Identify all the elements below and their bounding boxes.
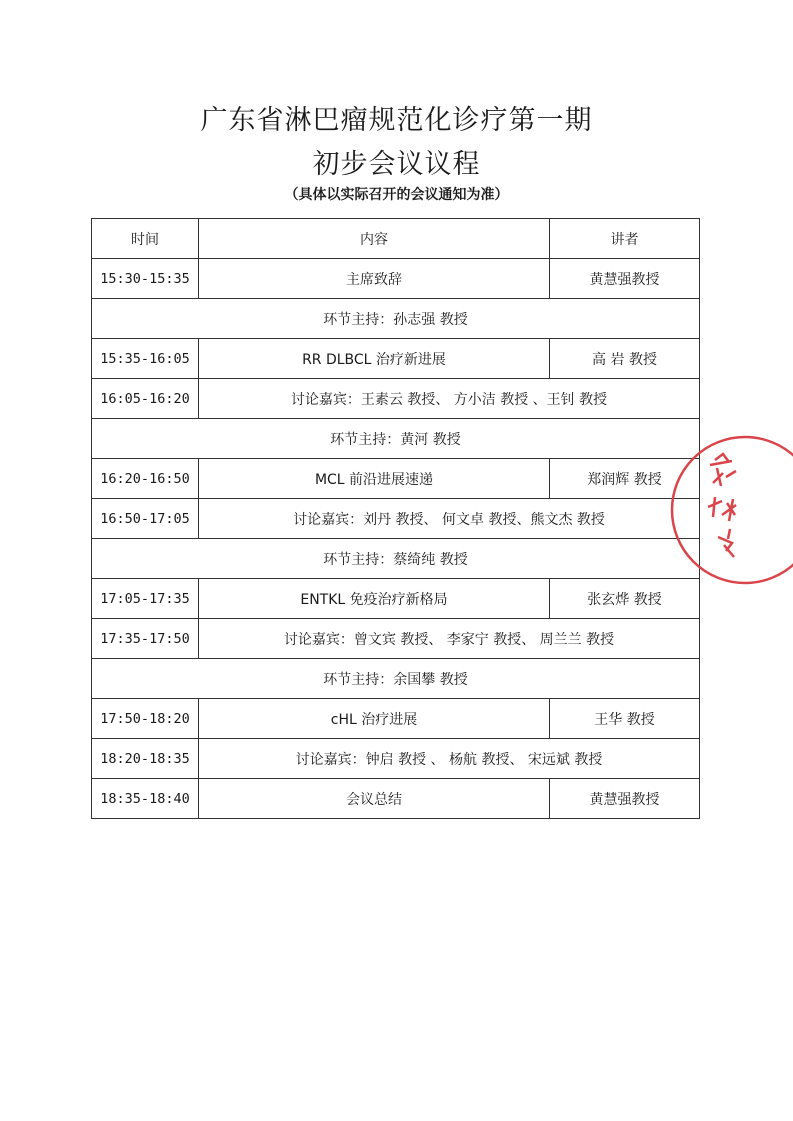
time-cell: 18:20-18:35 xyxy=(92,739,199,779)
speaker-cell: 王华 教授 xyxy=(550,699,700,739)
host-text: 环节主持：蔡绮纯 教授 xyxy=(92,539,700,579)
document-title-line1: 广东省淋巴瘤规范化诊疗第一期 xyxy=(200,105,593,136)
content-cell: cHL 治疗进展 xyxy=(199,699,550,739)
content-cell: 讨论嘉宾：王素云 教授、 方小洁 教授 、王钊 教授 xyxy=(199,379,700,419)
content-cell: 主席致辞 xyxy=(199,259,550,299)
speaker-cell: 黄慧强教授 xyxy=(550,779,700,819)
agenda-header-row xyxy=(92,219,700,259)
time-cell: 17:35-17:50 xyxy=(92,619,199,659)
host-row xyxy=(92,659,700,699)
speaker-cell: 黄慧强教授 xyxy=(550,259,700,299)
header-time: 时间 xyxy=(92,219,199,259)
talk-row xyxy=(92,459,700,499)
content-cell: RR DLBCL 治疗新进展 xyxy=(199,339,550,379)
host-text: 环节主持：余国攀 教授 xyxy=(92,659,700,699)
talk-row xyxy=(92,699,700,739)
header-speaker: 讲者 xyxy=(550,219,700,259)
content-cell: 讨论嘉宾：刘丹 教授、 何文卓 教授、熊文杰 教授 xyxy=(199,499,700,539)
header-content: 内容 xyxy=(199,219,550,259)
speaker-cell: 高 岩 教授 xyxy=(550,339,700,379)
agenda-table xyxy=(91,218,700,819)
host-row xyxy=(92,299,700,339)
time-cell: 18:35-18:40 xyxy=(92,779,199,819)
talk-row xyxy=(92,779,700,819)
talk-row xyxy=(92,339,700,379)
agenda-body xyxy=(92,259,700,819)
speaker-cell: 张玄烨 教授 xyxy=(550,579,700,619)
time-cell: 17:50-18:20 xyxy=(92,699,199,739)
content-cell: MCL 前沿进展速递 xyxy=(199,459,550,499)
time-cell: 17:05-17:35 xyxy=(92,579,199,619)
talk-row xyxy=(92,579,700,619)
content-cell: 讨论嘉宾：钟启 教授 、 杨航 教授、 宋远斌 教授 xyxy=(199,739,700,779)
time-cell: 16:05-16:20 xyxy=(92,379,199,419)
time-cell: 15:30-15:35 xyxy=(92,259,199,299)
talk-row xyxy=(92,259,700,299)
content-cell: ENTKL 免疫治疗新格局 xyxy=(199,579,550,619)
content-cell: 会议总结 xyxy=(199,779,550,819)
discussion-row xyxy=(92,619,700,659)
time-cell: 16:50-17:05 xyxy=(92,499,199,539)
host-row xyxy=(92,539,700,579)
discussion-row xyxy=(92,379,700,419)
document-title-line2: 初步会议议程 xyxy=(312,149,481,180)
document-subtitle: （具体以实际召开的会议通知为准） xyxy=(284,187,509,203)
host-row xyxy=(92,419,700,459)
time-cell: 15:35-16:05 xyxy=(92,339,199,379)
host-text: 环节主持：孙志强 教授 xyxy=(92,299,700,339)
red-stamp-seal-icon xyxy=(660,425,793,595)
host-text: 环节主持：黄河 教授 xyxy=(92,419,700,459)
discussion-row xyxy=(92,499,700,539)
time-cell: 16:20-16:50 xyxy=(92,459,199,499)
content-cell: 讨论嘉宾：曾文宾 教授、 李家宁 教授、 周兰兰 教授 xyxy=(199,619,700,659)
speaker-cell: 郑润辉 教授 xyxy=(550,459,700,499)
discussion-row xyxy=(92,739,700,779)
